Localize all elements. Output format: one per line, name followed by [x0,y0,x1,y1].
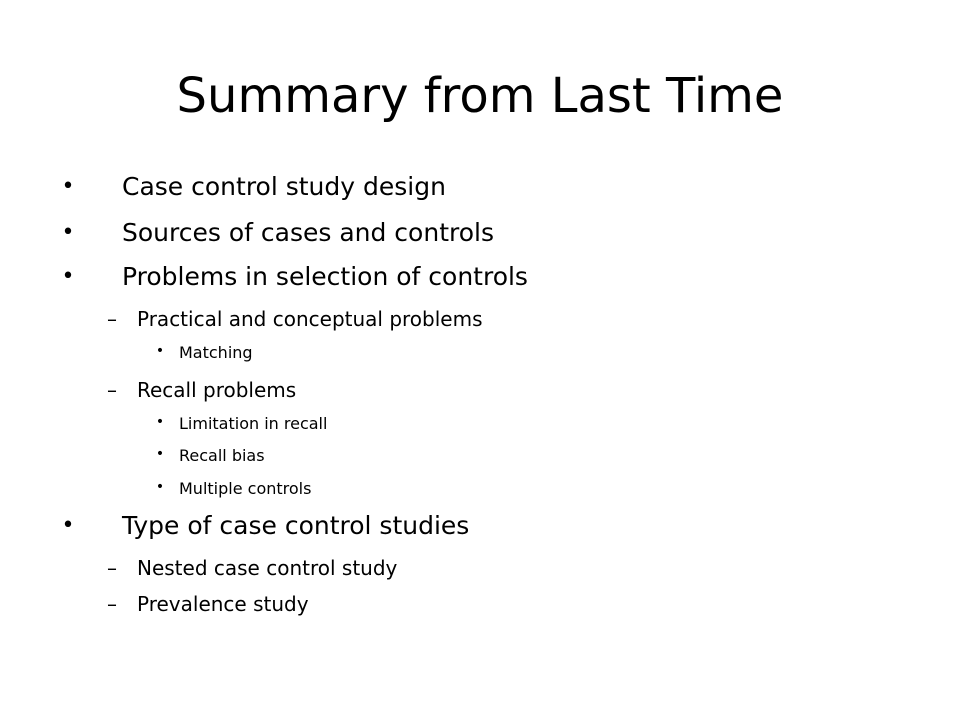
bullet-text: Problems in selection of controls [122,262,528,291]
bullet-text: Type of case control studies [122,511,470,540]
bullet-item [0,262,960,296]
sub-sub-bullet-item [0,479,960,501]
bullet-text: Case control study design [122,172,446,201]
bullet-item [0,218,960,252]
bullet-marker: • [61,174,75,199]
bullet-item [0,172,960,206]
bullet-text: Nested case control study [137,556,398,580]
bullet-text: Prevalence study [137,592,309,616]
sub-bullet-item [0,378,960,406]
dash-marker: – [107,592,117,616]
sub-sub-bullet-item [0,446,960,468]
bullet-marker: • [61,513,75,538]
bullet-text: Recall problems [137,378,297,402]
slide-title: Summary from Last Time [176,68,784,124]
sub-sub-bullet-item [0,343,960,365]
dash-marker: – [107,307,117,331]
bullet-text: Multiple controls [179,479,312,498]
bullet-text: Sources of cases and controls [122,218,494,247]
bullet-text: Practical and conceptual problems [137,307,483,331]
bullet-text: Matching [179,343,253,362]
dash-marker: – [107,378,117,402]
bullet-text: Limitation in recall [179,414,328,433]
bullet-marker: • [155,343,165,359]
dash-marker: – [107,556,117,580]
bullet-item [0,511,960,545]
bullet-text: Recall bias [179,446,265,465]
sub-bullet-item [0,556,960,584]
sub-bullet-item [0,592,960,620]
bullet-marker: • [155,414,165,430]
bullet-marker: • [61,264,75,289]
bullet-marker: • [155,446,165,462]
sub-bullet-item [0,307,960,335]
bullet-marker: • [61,220,75,245]
sub-sub-bullet-item [0,414,960,436]
bullet-marker: • [155,479,165,495]
